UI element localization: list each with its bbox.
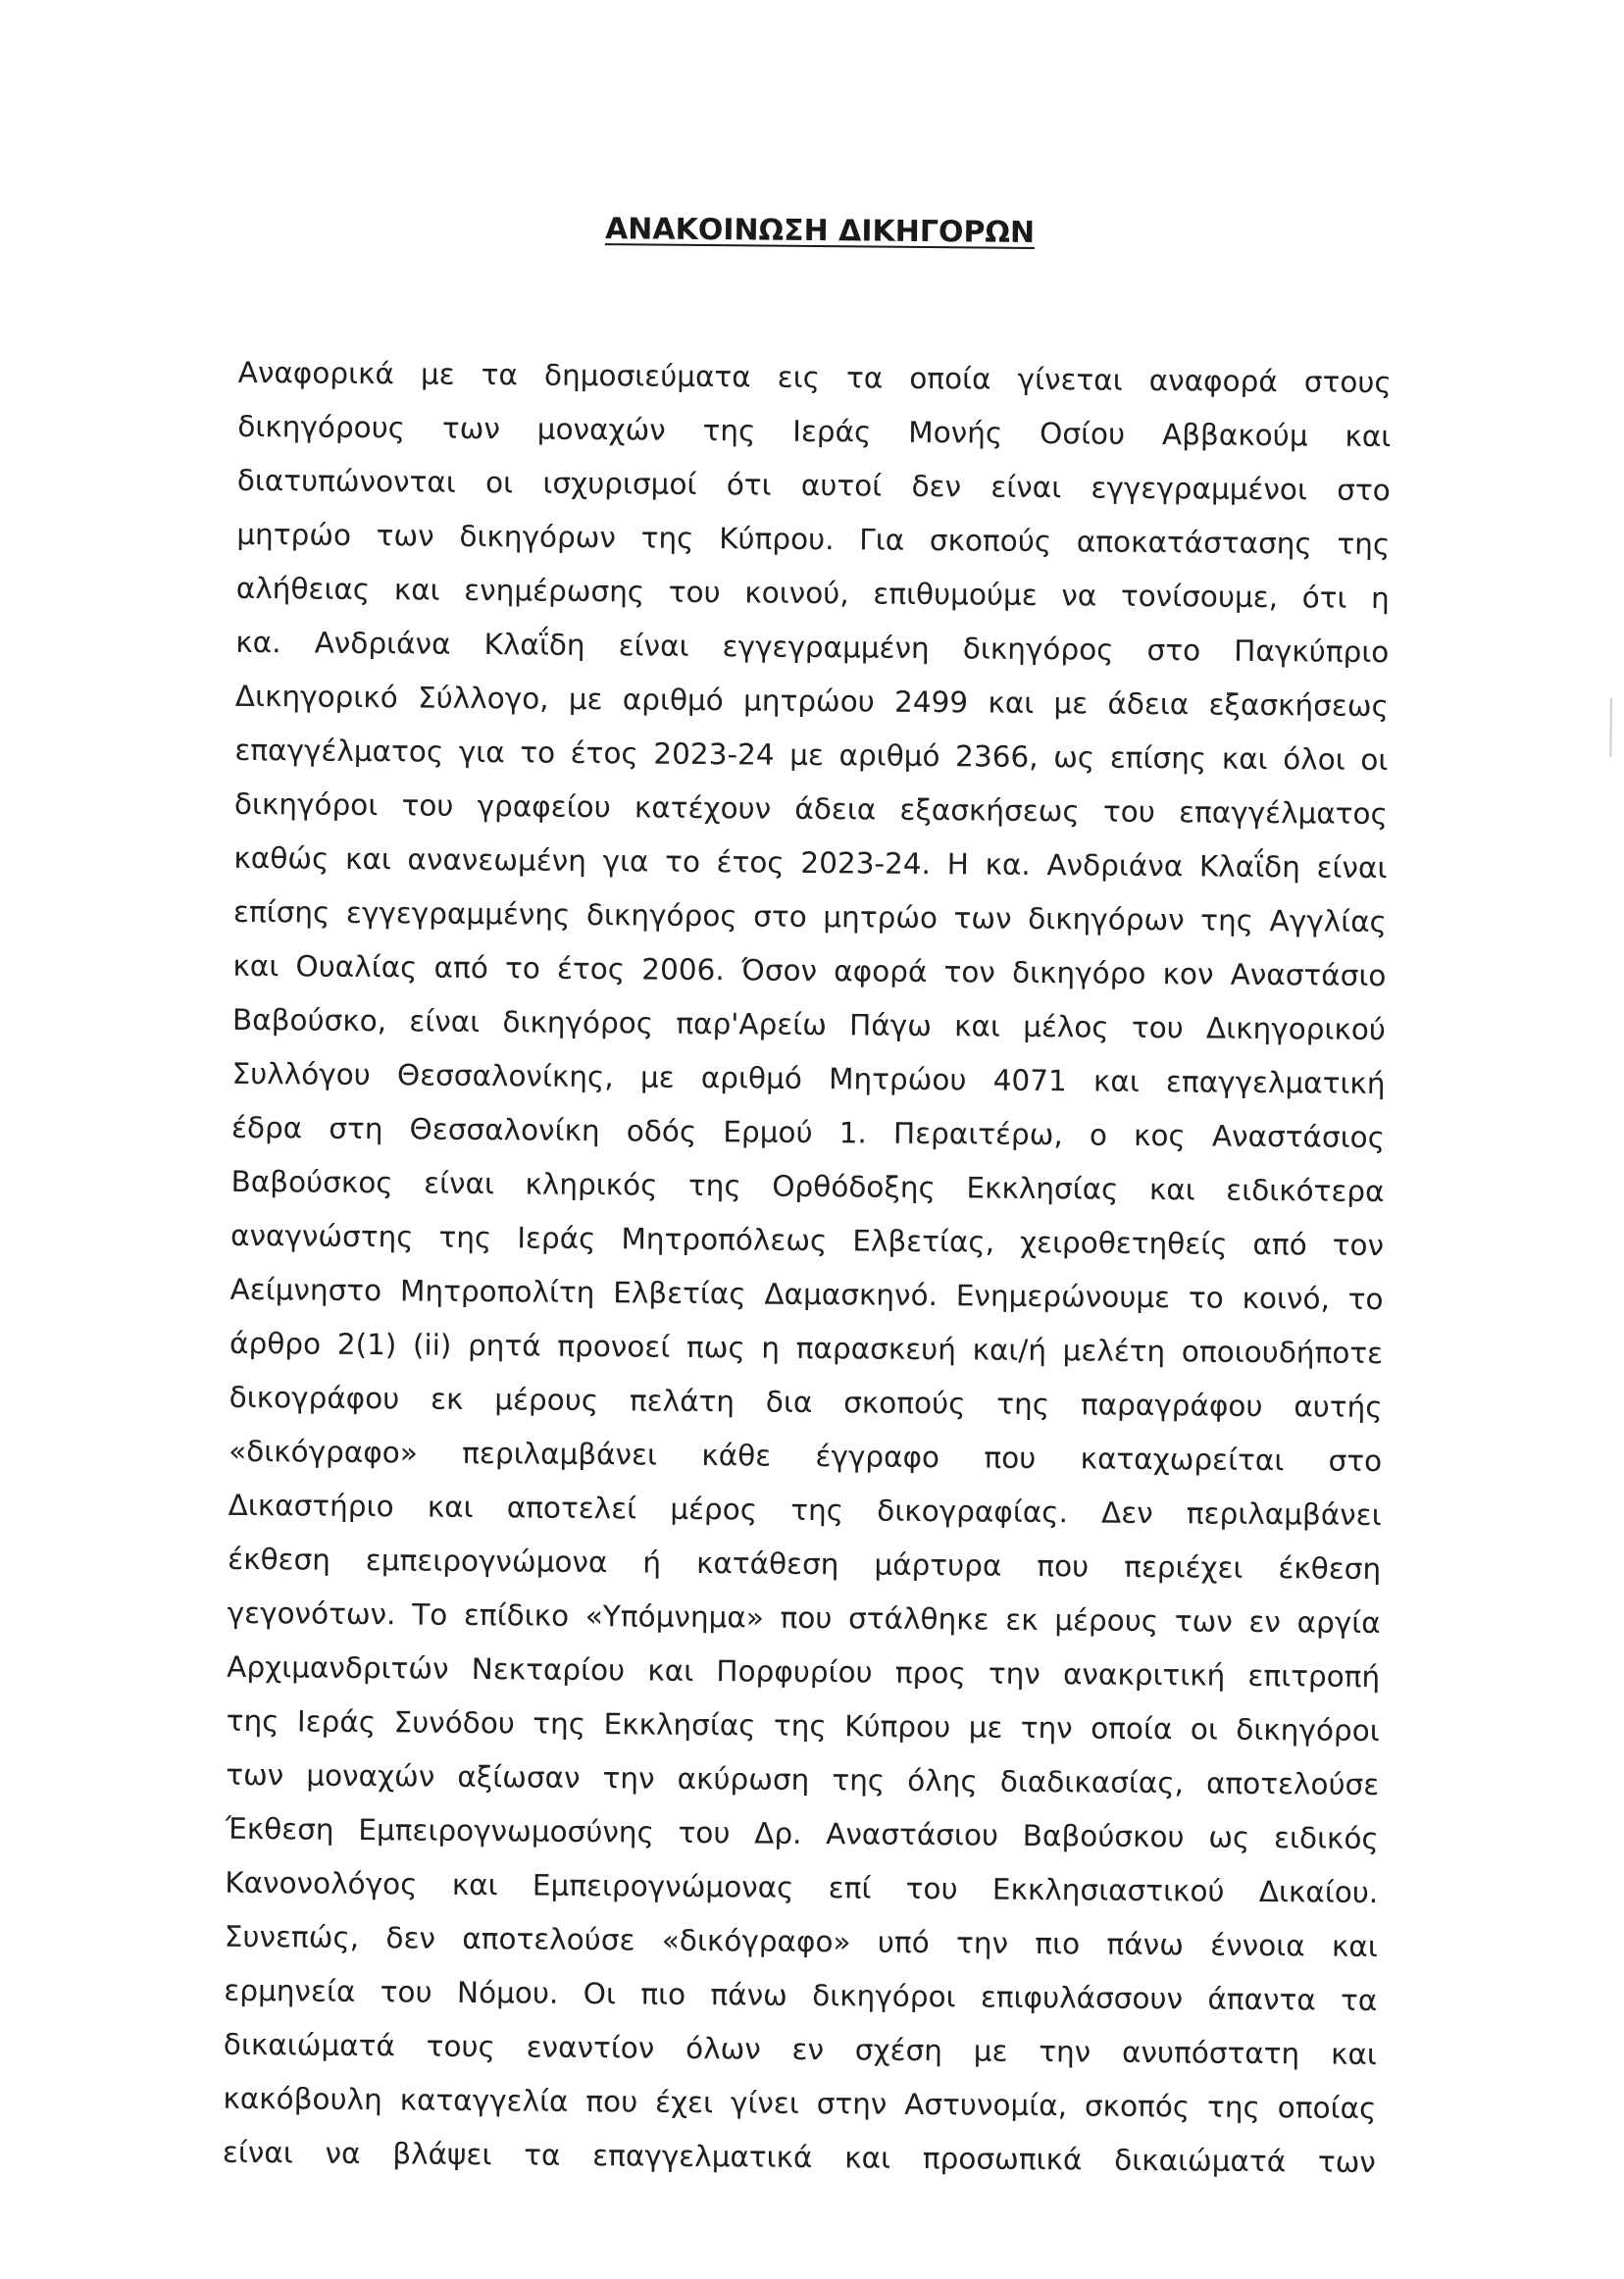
document-body (223, 346, 1392, 2190)
body-line: Δικαστήριο και αποτελεί μέρος της δικογραφίας. Δεν περιλαμβάνει (228, 1488, 1382, 1533)
body-line: Αείμνηστο Μητροπολίτη Ελβετίας Δαμασκηνό. Ενημερώνουμε το κοινό, το (229, 1272, 1384, 1317)
body-line: αναγνώστης της Ιεράς Μητροπόλεως Ελβετίας, χειροθετηθείς από τον (229, 1218, 1385, 1263)
body-line: δικηγόρους των μοναχών της Ιεράς Μονής Οσίου Αββακούμ και (237, 409, 1392, 454)
body-line: μητρώο των δικηγόρων της Κύπρου. Για σκοπούς αποκατάστασης της (236, 517, 1391, 562)
body-line: Έκθεση Εμπειρογνωμοσύνης του Δρ. Αναστάσιου Βαβούσκου ως ειδικός (225, 1811, 1379, 1856)
body-line: έδρα στη Θεσσαλονίκη οδός Ερμού 1. Περαιτέρω, ο κος Αναστάσιος (230, 1110, 1386, 1155)
scan-edge-mark (1609, 698, 1612, 757)
body-line: κα. Ανδριάνα Κλαΐδη είναι εγγεγραμμένη δικηγόρος στο Παγκύπριο (235, 625, 1390, 670)
body-line: των μοναχών αξίωσαν την ακύρωση της όλης διαδικασίας, αποτελούσε (226, 1757, 1380, 1802)
document-title: ΑΝΑΚΟΙΝΩΣΗ ΔΙΚΗΓΟΡΩΝ (604, 212, 1036, 250)
body-line: Δικηγορικό Σύλλογο, με αριθμό μητρώου 2499 και με άδεια εξασκήσεως (234, 679, 1389, 724)
body-line: έκθεση εμπειρογνώμονα ή κατάθεση μάρτυρα που περιέχει έκθεση (228, 1542, 1382, 1587)
body-line: Συνεπώς, δεν αποτελούσε «δικόγραφο» υπό την πιο πάνω έννοια και (224, 1919, 1378, 1964)
body-line: Κανονολόγος και Εμπειρογνώμονας επί του Εκκλησιαστικού Δικαίου. (225, 1865, 1379, 1910)
body-line: Αναφορικά με τα δημοσιεύματα εις τα οποία γίνεται αναφορά στους (237, 355, 1392, 400)
body-line: δικηγόροι του γραφείου κατέχουν άδεια εξασκήσεως του επαγγέλματος (233, 786, 1389, 832)
body-line: ερμηνεία του Νόμου. Οι πιο πάνω δικηγόροι επιφυλάσσουν άπαντα τα (224, 1973, 1378, 2018)
body-line: είναι να βλάψει τα επαγγελματικά και προσωπικά δικαιώματά των (222, 2135, 1377, 2180)
body-line: «δικόγραφο» περιλαμβάνει κάθε έγγραφο που καταχωρείται στο (228, 1434, 1383, 1479)
body-line: της Ιεράς Συνόδου της Εκκλησίας της Κύπρου με την οποία οι δικηγόροι (226, 1703, 1380, 1748)
body-line: Συλλόγου Θεσσαλονίκης, με αριθμό Μητρώου 4071 και επαγγελματική (231, 1056, 1386, 1101)
body-line: άρθρο 2(1) (ii) ρητά προνοεί πως η παρασκευή και/ή μελέτη οποιουδήποτε (228, 1326, 1384, 1371)
body-line: και Ουαλίας από το έτος 2006. Όσον αφορά τον δικηγόρο κον Αναστάσιο (232, 948, 1387, 993)
body-line: δικογράφου εκ μέρους πελάτη δια σκοπούς της παραγράφου αυτής (228, 1380, 1383, 1425)
body-line: Βαβούσκο, είναι δικηγόρος παρ'Αρείω Πάγω και μέλος του Δικηγορικού (231, 1002, 1387, 1047)
body-line: Αρχιμανδριτών Νεκταρίου και Πορφυρίου προς την ανακριτική επιτροπή (227, 1649, 1381, 1695)
body-line: επίσης εγγεγραμμένης δικηγόρος στο μητρώο των δικηγόρων της Αγγλίας (232, 894, 1388, 939)
body-line: Βαβούσκος είναι κληρικός της Ορθόδοξης Εκκλησίας και ειδικότερα (230, 1164, 1385, 1209)
body-line: γεγονότων. Το επίδικο «Υπόμνημα» που στάλθηκε εκ μέρους των εν αργία (227, 1595, 1381, 1641)
body-line: αλήθειας και ενημέρωσης του κοινού, επιθυμούμε να τονίσουμε, ότι η (235, 571, 1390, 616)
body-line: δικαιώματά τους εναντίον όλων εν σχέση με την ανυπόστατη και (223, 2027, 1377, 2072)
body-line: κακόβουλη καταγγελία που έχει γίνει στην Αστυνομία, σκοπός της οποίας (223, 2081, 1377, 2126)
body-line: καθώς και ανανεωμένη για το έτος 2023-24. Η κα. Ανδριάνα Κλαΐδη είναι (233, 840, 1388, 886)
body-line: επαγγέλματος για το έτος 2023-24 με αριθμό 2366, ως επίσης και όλοι οι (234, 733, 1389, 778)
body-line: διατυπώνονται οι ισχυρισμοί ότι αυτοί δεν είναι εγγεγραμμένοι στο (236, 463, 1391, 508)
